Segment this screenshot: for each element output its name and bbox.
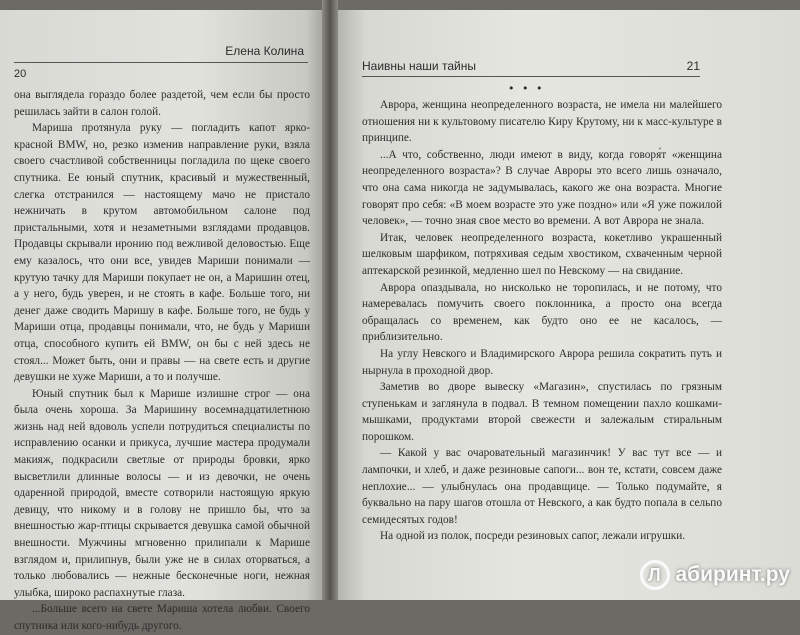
- paragraph: ...Больше всего на свете Мариша хотела любви. Своего спутника или кого-нибудь другого.: [14, 603, 310, 632]
- paragraph: она выглядела гораздо более раздетой, чем если бы просто решилась зайти в салон голой.: [14, 89, 310, 118]
- right-running-head: Наивны наши тайны: [362, 59, 476, 73]
- left-page-text: [14, 87, 310, 635]
- right-page-text: [362, 97, 722, 545]
- paragraph: Юный спутник был к Марише излишне строг — она была очень хороша. За Маришину восемнадцатилетнюю жизнь над ней вдоволь успели потрудиться специалисты по исправлению осанки и прикуса, лучшие мастера продумали макияж, подкрасили светлые от природы бровки, ярко высветлили длинные волосы — и из девочки, не очень одаренной природой, вместе сотворили настоящую яркую девицу, что никому и в голову не пришло бы, что за внешностью жар-птицы скрывается девушка самой обычной внешности. Мужчины мгновенно прилипали к Марише взглядом и, прилипнув, были уже не в силах оторваться, а только любовались — нежные бесконечные ноги, нежная улыбка, широко распахнутые глаза.: [14, 387, 310, 599]
- left-running-head: Елена Колина: [225, 44, 304, 58]
- watermark-text: абиринт.ру: [675, 563, 790, 586]
- left-page-header: [14, 40, 308, 80]
- section-break-mark: • • •: [508, 82, 545, 95]
- book-gutter: [322, 0, 338, 600]
- right-page-number: 21: [686, 59, 700, 73]
- right-page: [338, 10, 800, 600]
- left-page: [0, 10, 322, 632]
- labyrinth-icon: Л: [640, 560, 670, 590]
- watermark: [640, 560, 791, 590]
- paragraph: Заметив во дворе вывеску «Магазин», спустилась по грязным ступенькам и заглянула в подвал. В темном помещении пахло кошками-мышками, продуктами второй свежести и залежалым стиральным порошком.: [362, 381, 722, 443]
- paragraph: Аврора, женщина неопределенного возраста, не имела ни малейшего отношения ни к культовому писателю Киру Крутому, ни к масс-культуре в принципе.: [362, 99, 722, 145]
- left-page-number: 20: [14, 68, 27, 80]
- paragraph: Мариша протянула руку — погладить капот ярко-красной BMW, но, резко изменив направление руки, взяла своего счастливой собственницы погладила по щеке своего спутника. Ее юный спутник, красивый и мужественный, слегка отстранился — настоящему мачо не пристало нежничать в крутом автомобильном салоне под пристальными, хотя и незаметными взглядами продавцов. Продавцы скрывали иронию под вежливой деловостью. Еще ему казалось, что они все, увидев Мариши понимали — крутую тачку для Мариши покупает не он, а Маришин отец, а у него, будь уверен, и не стоять в кафе. Больше того, ни денег даже сводить Маришу в кафе. Больше того, не будь у Мариши отца, продавцы понимали, что, не будь у Мариши отца, способного купить ей BMW, он бы с ней здесь не стоял... Может быть, они и правы — на свете есть и другие девушки не хуже Мариши, а то и получше.: [14, 122, 310, 384]
- paragraph: На углу Невского и Владимирского Аврора решила сократить путь и нырнула в проходной двор.: [362, 347, 722, 377]
- paragraph: ...А что, собственно, люди имеют в виду, когда говоря́т «женщина неопределенного возраста»? В случае Авроры это всего лишь означало, что она сама никогда не задумывалась, какого же она возраста. Многие говорят про себя: «В моем возрасте это уже поздно» или «Я уже пожилой человек», — точно зная свое место во времени. А вот Аврора не знала.: [362, 148, 722, 228]
- paragraph: Аврора опаздывала, но нисколько не торопилась, и не потому, что намеревалась помучить своего поклонника, а просто она всегда обращалась со временем, как будто оно ее не касалось, — приблизительно.: [362, 281, 722, 344]
- paragraph: Итак, человек неопределенного возраста, кокетливо украшенный шелковым шарфиком, потряхивая седым хвостиком, схваченным черной аптекарской резинкой, медленно шел по Невскому — на свидание.: [362, 231, 722, 277]
- paragraph: — Какой у вас очаровательный магазинчик! У вас тут все — и лампочки, и хлеб, и даже резиновые сапоги... вон те, кстати, совсем даже неплохие... — улыбнулась она продавщице. — Только подумайте, я буквально на пару шагов отошла от Невского, а как будто попала в сельпо семидесятых годов!: [362, 447, 722, 526]
- paragraph: На одной из полок, посреди резиновых сапог, лежали игрушки.: [380, 530, 686, 543]
- right-page-header: [362, 56, 700, 77]
